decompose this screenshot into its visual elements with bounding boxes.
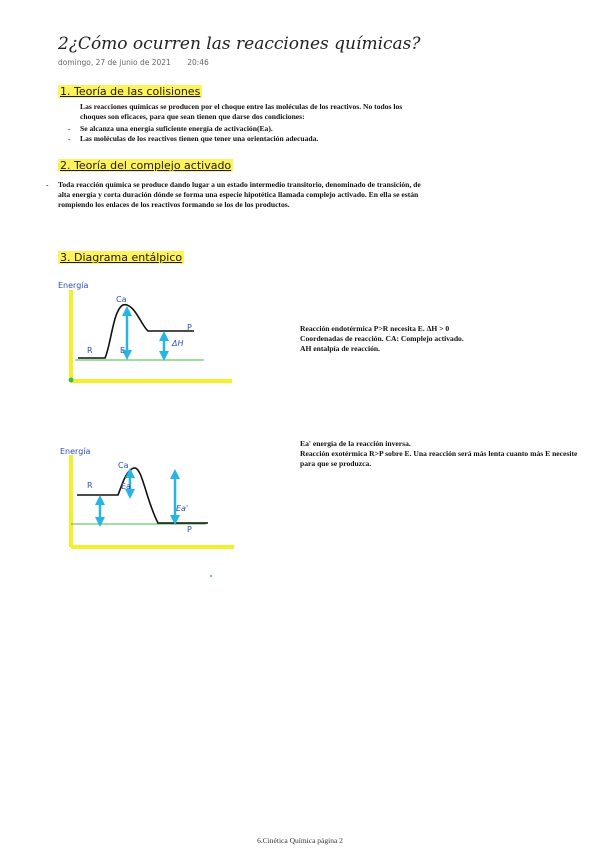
section-2-heading-text: 2. Teoría del complejo activado bbox=[60, 159, 232, 172]
d1-axis-label: Energía bbox=[58, 281, 89, 290]
d2-note: Reacción exotérmica R>P sobre E. Una reacción será más lenta cuanto más E necesite para que se produzca. bbox=[300, 449, 578, 468]
d1-origin-dot bbox=[69, 378, 74, 383]
d2-energy-curve bbox=[77, 468, 208, 523]
section-3-heading-text: 3. Diagrama entálpico bbox=[60, 251, 183, 264]
d2-ea-inverse-label: Ea' bbox=[176, 504, 189, 513]
condition-item: - Se alcanza una energía suficiente energía de activación(Ea). bbox=[68, 124, 428, 134]
d1-peak-label: Ca bbox=[116, 295, 127, 304]
section-1-intro: Las reacciones químicas se producen por el choque entre las moléculas de los reactivos. No todos los choques son eficaces, para que sean tienen que darse dos condiciones: bbox=[80, 102, 403, 121]
diagram-1 bbox=[69, 290, 233, 383]
page-date: domingo, 27 de junio de 2021 bbox=[58, 58, 171, 67]
d2-note: Ea' energía de la reacción inversa. bbox=[300, 439, 411, 448]
d2-ea-label: Ea bbox=[121, 482, 131, 491]
d1-ea-label: E bbox=[120, 346, 126, 355]
d1-delta-label: ΔH bbox=[172, 339, 184, 348]
d2-notes bbox=[300, 439, 592, 469]
d1-note: AH entalpía de reacción. bbox=[300, 344, 381, 353]
d1-energy-curve bbox=[78, 305, 194, 358]
section-1-heading-text: 1. Teoría de las colisiones bbox=[60, 85, 201, 98]
d2-product-label: P bbox=[187, 525, 192, 534]
section-2-text: - Toda reacción química se produce dando lugar a un estado intermedio transitorio, denominado de transición, de alta energía y corta duración dónde se forma una especie hipotética llamada complejo activado. En ella se están rompiendo los enlaces de los reactivos formando se los de los productos. bbox=[46, 180, 430, 210]
page-title: 2¿Cómo ocurren las reacciones químicas? bbox=[58, 34, 421, 54]
page-footer: 6.Cinética Química página 2 bbox=[257, 836, 343, 845]
page-time: 20:46 bbox=[187, 58, 209, 67]
d2-reactant-label: R bbox=[87, 481, 93, 490]
d1-reactant-label: R bbox=[87, 346, 93, 355]
condition-item: - Las moléculas de los reactivos tienen que tener una orientación adecuada. bbox=[68, 134, 428, 144]
d1-product-label: P bbox=[187, 323, 192, 332]
d1-note: Coordenadas de reacción. CA: Complejo activado. bbox=[300, 334, 464, 343]
diagram-2 bbox=[71, 455, 234, 577]
d2-axis-label: Energía bbox=[60, 447, 91, 456]
d1-notes bbox=[300, 324, 570, 354]
d1-note: Reacción endotérmica P>R necesita E. ΔH > 0 bbox=[300, 324, 450, 333]
d2-peak-label: Ca bbox=[118, 461, 129, 470]
